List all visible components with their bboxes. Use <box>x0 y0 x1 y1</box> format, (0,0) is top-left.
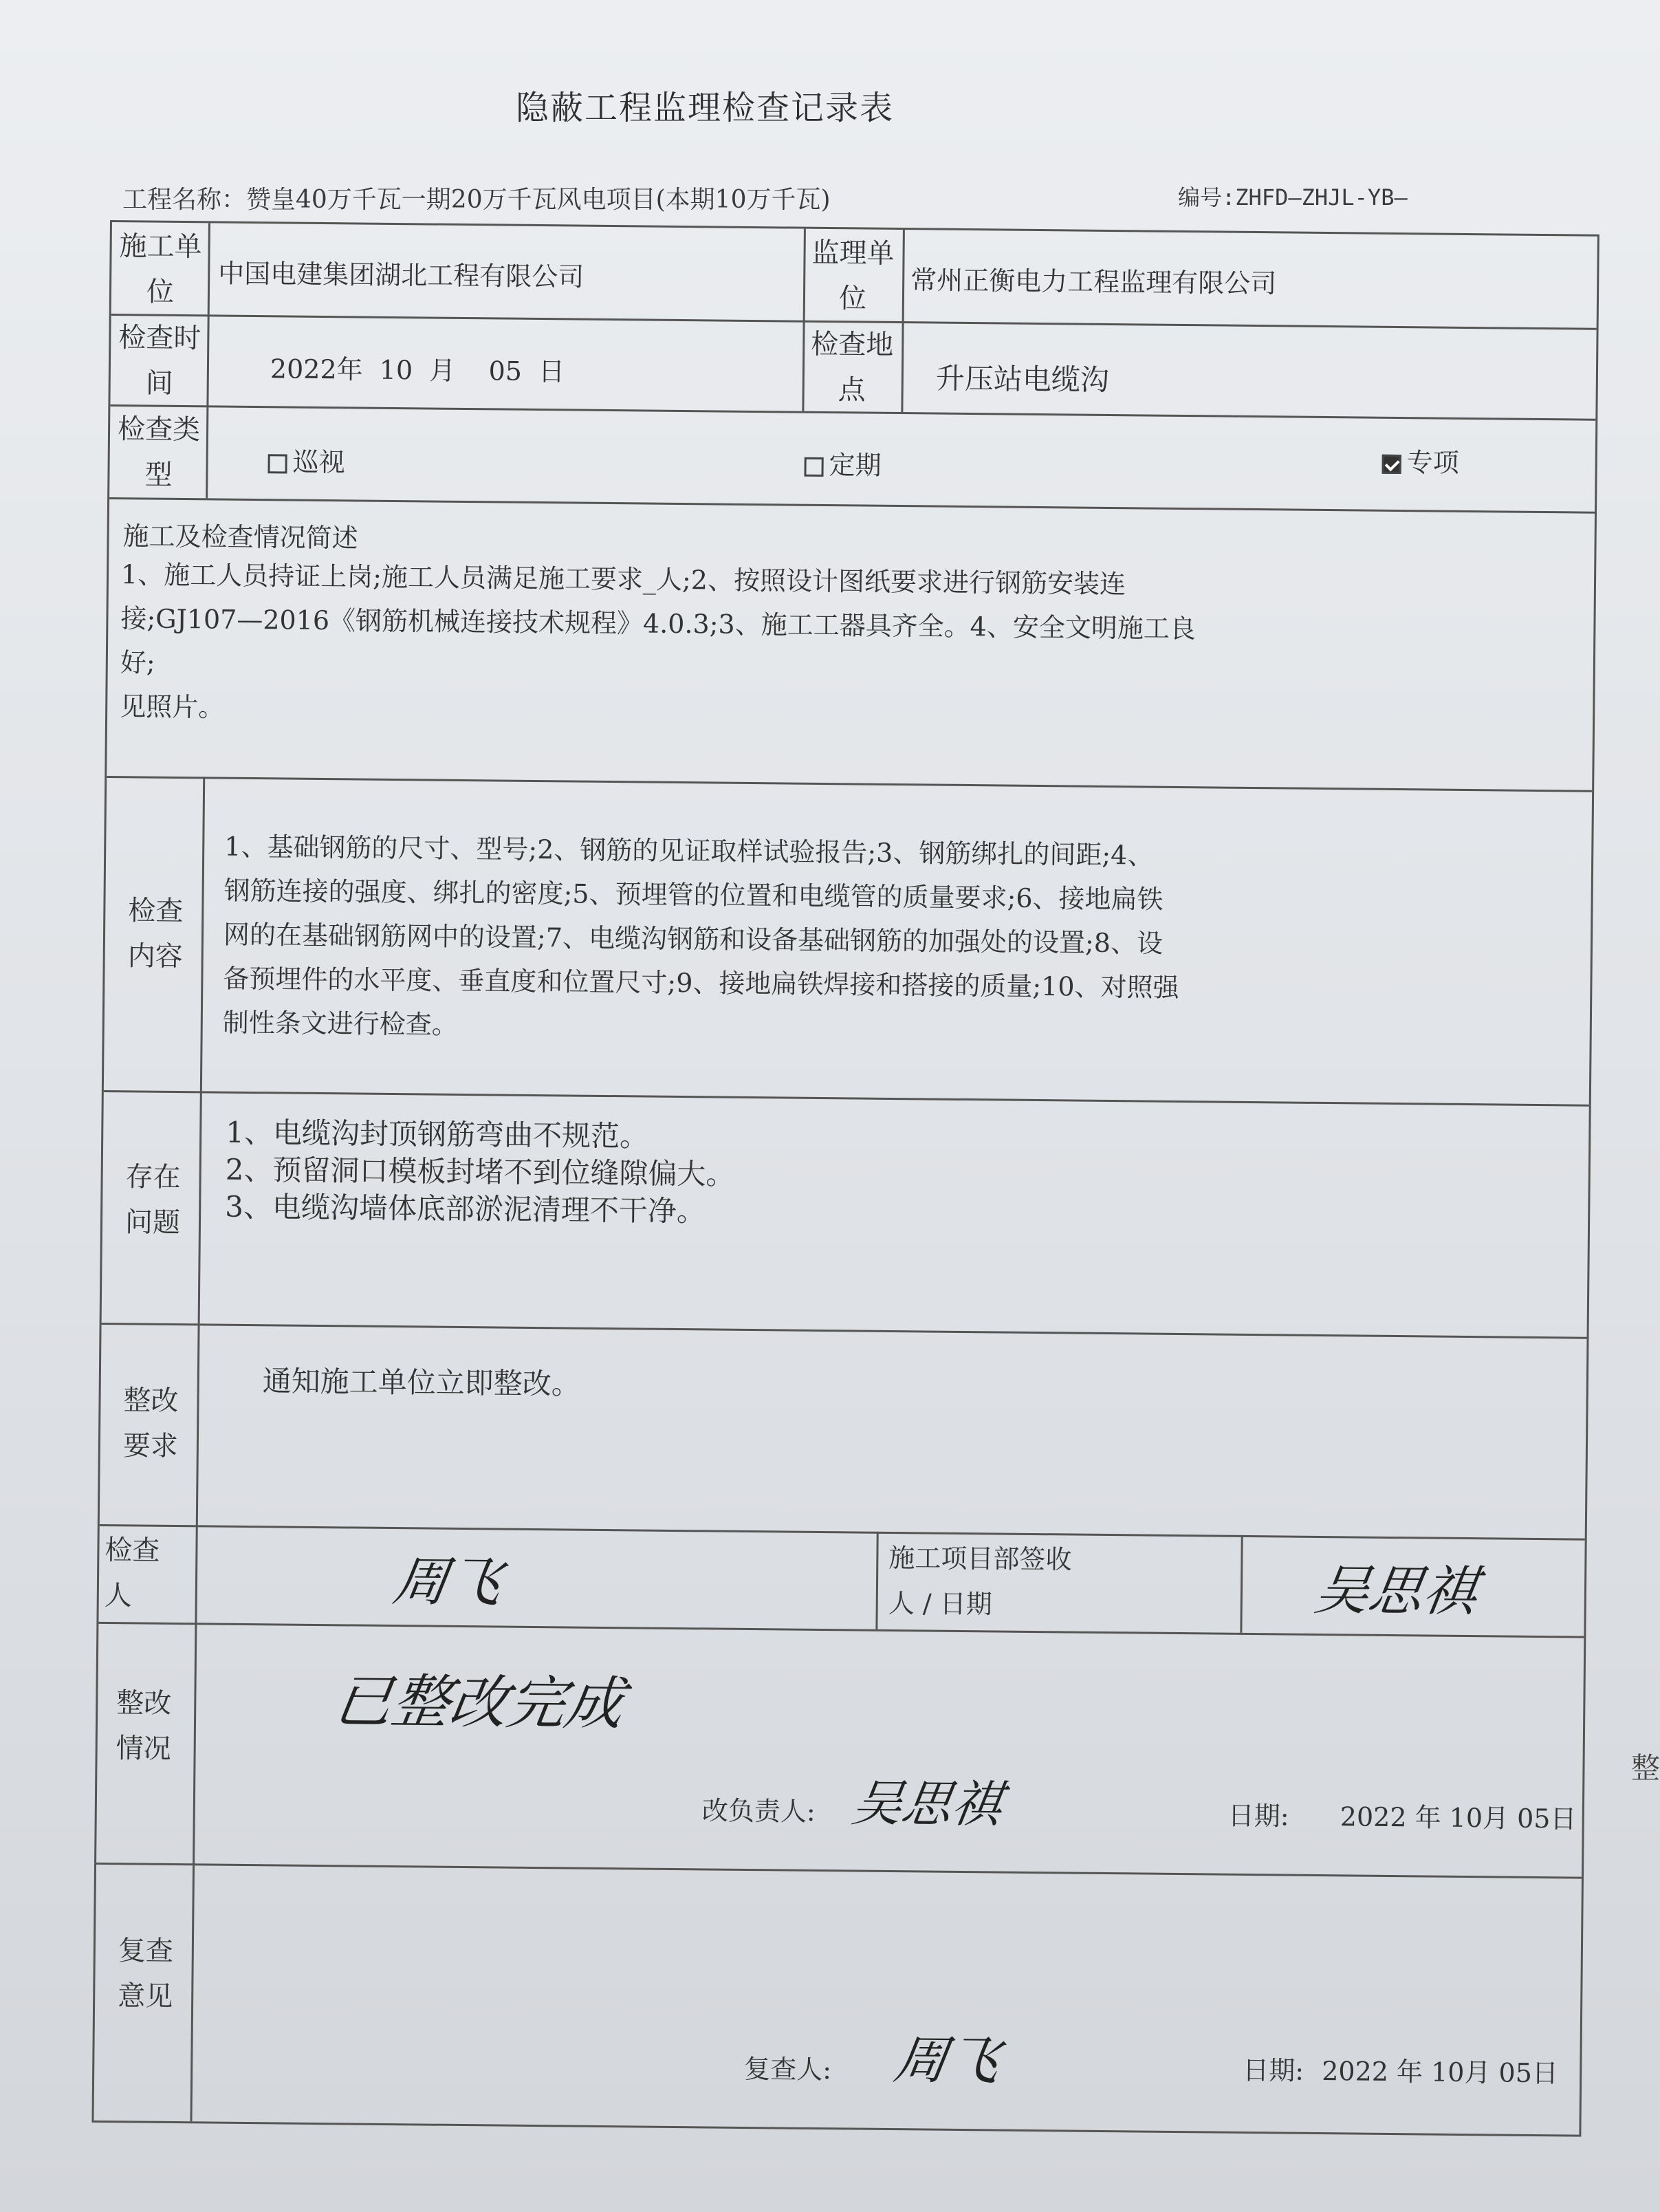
col-divider <box>875 1532 878 1629</box>
issue-line: 3、电缆沟墙体底部淤泥清理不干净。 <box>225 1189 706 1228</box>
content-line: 钢筋连接的强度、绑扎的密度;5、预埋管的位置和电缆管的质量要求;6、接地扁铁 <box>223 875 1164 915</box>
label-responsible: 改负责人: <box>701 1795 816 1827</box>
label-inspector: 检查人 <box>104 1535 160 1612</box>
value-supervision-unit: 常州正衡电力工程监理有限公司 <box>910 265 1277 299</box>
label-construction-unit: 施工单位 <box>119 230 202 308</box>
checkbox-icon <box>267 454 287 473</box>
label-rectification-req: 整改要求 <box>122 1385 179 1463</box>
inspector-signature: 周飞 <box>389 1551 506 1614</box>
check-type-periodic[interactable]: 定期 <box>804 444 882 482</box>
label-receiver: 施工项目部签收人 / 日期 <box>888 1542 1072 1620</box>
checked-checkbox-icon <box>1382 455 1401 474</box>
summary-line: 1、施工人员持证上岗;施工人员满足施工要求_人;2、按照设计图纸要求进行钢筋安装连 <box>120 559 1126 600</box>
summary-line: 见照片。 <box>120 691 225 723</box>
project-name: 工程名称：赞皇40万千瓦一期20万千瓦风电项目(本期10万千瓦) <box>122 186 831 214</box>
row-divider <box>100 1524 1585 1541</box>
rectification-date: 2022 年 10月 05日 <box>1340 1801 1577 1834</box>
summary-text <box>120 552 1462 741</box>
rectification-handwritten: 已整改完成 <box>329 1667 629 1738</box>
label-rectification-status: 整改情况 <box>116 1687 172 1765</box>
inspection-form-table <box>91 220 1599 2137</box>
label-issues: 存在问题 <box>124 1161 181 1239</box>
col-divider <box>206 223 210 498</box>
form-number: 编号:ZHFD—ZHJL-YB— <box>1178 184 1408 210</box>
value-rectification-req: 通知施工单位立即整改。 <box>262 1364 581 1401</box>
summary-heading: 施工及检查情况简述 <box>122 521 358 554</box>
cut-off-edge-text: 整 <box>1631 1751 1660 1785</box>
receiver-signature: 吴思祺 <box>1311 1559 1481 1624</box>
content-line: 制性条文进行检查。 <box>222 1007 459 1040</box>
form-title: 隐蔽工程监理检查记录表 <box>516 89 895 127</box>
label-reviewer: 复查人: <box>744 2053 832 2085</box>
row-divider <box>102 1323 1587 1339</box>
label-date: 日期: <box>1227 1800 1289 1832</box>
value-check-location: 升压站电缆沟 <box>935 361 1110 397</box>
label-review-opinion: 复查意见 <box>117 1935 174 2013</box>
content-line: 备预埋件的水平度、垂直度和位置尺寸;9、接地扁铁焊接和搭接的质量;10、对照强 <box>223 963 1179 1003</box>
checkbox-icon <box>804 457 823 477</box>
responsible-signature: 吴思祺 <box>848 1774 1006 1834</box>
row-divider <box>96 1863 1582 1879</box>
label-check-content: 检查内容 <box>127 895 184 973</box>
check-type-special[interactable]: 专项 <box>1381 441 1459 479</box>
check-type-patrol[interactable]: 巡视 <box>267 440 345 479</box>
row-divider <box>109 497 1595 514</box>
content-line: 网的在基础钢筋网中的设置;7、电缆沟钢筋和设备基础钢筋的加强处的设置;8、设 <box>223 919 1164 959</box>
issue-line: 2、预留洞口模板封堵不到位缝隙偏大。 <box>225 1152 735 1191</box>
reviewer-signature: 周飞 <box>890 2029 1005 2092</box>
label-check-time: 检查时间 <box>118 322 201 400</box>
issue-line: 1、电缆沟封顶钢筋弯曲不规范。 <box>226 1115 649 1153</box>
content-line: 1、基础钢筋的尺寸、型号;2、钢筋的见证取样试验报告;3、钢筋绑扎的间距;4、 <box>224 831 1154 871</box>
row-divider <box>104 1090 1589 1107</box>
label-date2: 日期: <box>1243 2054 1304 2086</box>
col-divider <box>1240 1535 1243 1633</box>
review-date: 2022 年 10月 05日 <box>1322 2056 1559 2089</box>
label-supervision-unit: 监理单位 <box>811 237 895 315</box>
row-divider <box>107 776 1592 792</box>
summary-line: 接;GJ107—2016《钢筋机械连接技术规程》4.0.3;3、施工工器具齐全。4、安全文明施工良 <box>120 603 1197 644</box>
summary-line: 好; <box>120 647 155 678</box>
value-construction-unit: 中国电建集团湖北工程有限公司 <box>218 258 585 292</box>
label-check-type: 检查类型 <box>117 413 201 491</box>
check-content-text <box>223 825 1573 1058</box>
issues-text <box>225 1114 1532 1238</box>
label-check-location: 检查地点 <box>811 328 894 406</box>
value-check-time: 2022年 10 月 05 日 <box>270 354 565 387</box>
